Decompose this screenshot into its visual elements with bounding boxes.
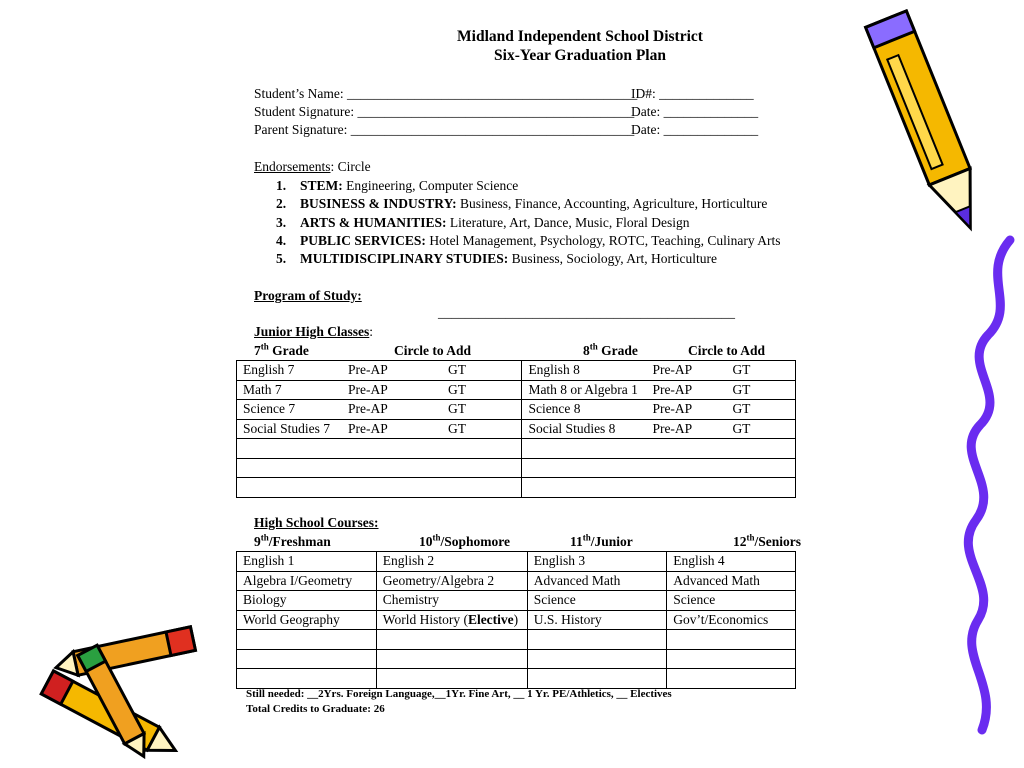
endorsement-item[interactable] bbox=[276, 196, 780, 214]
student-signature-label: Student Signature: bbox=[254, 104, 355, 119]
endorsement-item[interactable] bbox=[276, 215, 780, 233]
still-needed-note: Still needed: __2Yrs. Foreign Language,__1Yr. Fine Art, __ 1 Yr. PE/Athletics, __ Electives bbox=[246, 688, 672, 700]
grade7-cell[interactable]: Math 7 Pre-AP GT bbox=[237, 380, 522, 400]
endorsement-desc: Business, Sociology, Art, Horticulture bbox=[508, 251, 717, 267]
course-cell[interactable] bbox=[667, 649, 796, 669]
endorsement-desc: Hotel Management, Psychology, ROTC, Teaching, Culinary Arts bbox=[425, 232, 781, 248]
endorsement-number: 2. bbox=[276, 196, 287, 212]
course-cell[interactable]: World History (Elective) bbox=[376, 610, 527, 630]
table-row bbox=[237, 478, 796, 498]
endorsement-number: 4. bbox=[276, 232, 287, 248]
endorsement-name: BUSINESS & INDUSTRY: bbox=[300, 196, 457, 212]
endorsement-number: 3. bbox=[276, 214, 287, 230]
table-row bbox=[237, 571, 796, 591]
grade8-cell[interactable]: Social Studies 8 Pre-AP GT bbox=[522, 419, 796, 439]
grade7-cell[interactable] bbox=[237, 458, 522, 478]
endorsement-name: ARTS & HUMANITIES: bbox=[300, 214, 447, 230]
date-field[interactable]: ______________ bbox=[663, 104, 759, 119]
course-cell[interactable]: Algebra I/Geometry bbox=[237, 571, 377, 591]
junior-high-colon: : bbox=[369, 324, 374, 339]
grade7-cell[interactable]: Science 7 Pre-AP GT bbox=[237, 400, 522, 420]
table-row bbox=[237, 630, 796, 650]
junior-high-table bbox=[236, 360, 796, 498]
table-row bbox=[237, 552, 796, 572]
course-cell[interactable]: Science bbox=[527, 591, 667, 611]
grade8-header: 8th Grade bbox=[583, 341, 638, 358]
student-name-field[interactable]: ___________________________________________ bbox=[347, 86, 638, 101]
course-cell[interactable]: Biology bbox=[237, 591, 377, 611]
course-cell[interactable]: U.S. History bbox=[527, 610, 667, 630]
date-row-1 bbox=[631, 104, 758, 120]
grade8-cell[interactable] bbox=[522, 458, 796, 478]
total-credits-note: Total Credits to Graduate: 26 bbox=[246, 703, 385, 715]
student-signature-field[interactable]: _________________________________________ bbox=[357, 104, 635, 119]
endorsements-heading bbox=[254, 159, 371, 175]
course-cell[interactable] bbox=[376, 630, 527, 650]
parent-signature-row bbox=[254, 122, 634, 138]
endorsements-list bbox=[276, 178, 780, 269]
senior-header: 12th/Seniors bbox=[733, 532, 802, 549]
program-of-study-field[interactable]: ____________________________________________ bbox=[438, 305, 735, 320]
endorsement-desc: Business, Finance, Accounting, Agriculture, Horticulture bbox=[456, 196, 768, 212]
table-row bbox=[237, 419, 796, 439]
endorsement-item[interactable] bbox=[276, 251, 780, 269]
course-cell[interactable] bbox=[237, 630, 377, 650]
course-cell[interactable] bbox=[667, 630, 796, 650]
grade8-cell[interactable]: Math 8 or Algebra 1 Pre-AP GT bbox=[522, 380, 796, 400]
course-cell[interactable]: Gov’t/Economics bbox=[667, 610, 796, 630]
course-cell[interactable]: English 4 bbox=[667, 552, 796, 572]
grade7-header: 7th Grade bbox=[254, 341, 309, 358]
endorsement-number: 5. bbox=[276, 251, 287, 267]
endorsement-name: STEM: bbox=[300, 178, 343, 193]
grade7-cell[interactable] bbox=[237, 439, 522, 459]
endorsement-name: PUBLIC SERVICES: bbox=[300, 232, 426, 248]
endorsement-item[interactable] bbox=[276, 178, 780, 196]
high-school-table bbox=[236, 551, 796, 689]
table-row bbox=[237, 591, 796, 611]
course-cell[interactable] bbox=[527, 669, 667, 689]
course-cell[interactable]: English 1 bbox=[237, 552, 377, 572]
junior-header: 11th/Junior bbox=[570, 532, 633, 549]
grade8-cell[interactable] bbox=[522, 439, 796, 459]
grade7-cell[interactable]: English 7 Pre-AP GT bbox=[237, 361, 522, 381]
parent-signature-label: Parent Signature: bbox=[254, 122, 348, 137]
grade8-cell[interactable]: English 8 Pre-AP GT bbox=[522, 361, 796, 381]
table-row bbox=[237, 400, 796, 420]
grade8-cell[interactable] bbox=[522, 478, 796, 498]
date-label: Date: bbox=[631, 104, 661, 119]
course-cell[interactable] bbox=[527, 649, 667, 669]
endorsements-label: Endorsements bbox=[254, 159, 331, 174]
course-cell[interactable]: Advanced Math bbox=[527, 571, 667, 591]
grade7-cell[interactable]: Social Studies 7 Pre-AP GT bbox=[237, 419, 522, 439]
parent-signature-field[interactable]: __________________________________________ bbox=[350, 122, 635, 137]
endorsement-item[interactable] bbox=[276, 233, 780, 251]
course-cell[interactable]: English 3 bbox=[527, 552, 667, 572]
date-row-2 bbox=[631, 122, 758, 138]
course-cell[interactable]: Science bbox=[667, 591, 796, 611]
junior-high-label: Junior High Classes bbox=[254, 324, 370, 339]
high-school-label: High School Courses: bbox=[254, 515, 379, 530]
id-row bbox=[631, 86, 754, 102]
endorsement-desc: Engineering, Computer Science bbox=[342, 178, 519, 193]
crayon-icon bbox=[0, 615, 210, 765]
id-label: ID#: bbox=[631, 86, 656, 101]
course-cell[interactable]: Chemistry bbox=[376, 591, 527, 611]
program-of-study-label: Program of Study: bbox=[254, 288, 362, 303]
table-row bbox=[237, 649, 796, 669]
table-row bbox=[237, 610, 796, 630]
course-cell[interactable] bbox=[376, 669, 527, 689]
course-cell[interactable] bbox=[667, 669, 796, 689]
squiggle-line-icon bbox=[940, 235, 1024, 735]
course-cell[interactable]: World Geography bbox=[237, 610, 377, 630]
endorsements-suffix: : Circle bbox=[330, 159, 371, 174]
document-subtitle: Six-Year Graduation Plan bbox=[494, 47, 666, 64]
circle-to-add-label: Circle to Add bbox=[394, 343, 471, 358]
grade8-cell[interactable]: Science 8 Pre-AP GT bbox=[522, 400, 796, 420]
course-cell[interactable] bbox=[237, 649, 377, 669]
course-cell[interactable]: Geometry/Algebra 2 bbox=[376, 571, 527, 591]
junior-high-heading bbox=[254, 324, 373, 340]
course-cell[interactable]: English 2 bbox=[376, 552, 527, 572]
student-name-row bbox=[254, 86, 637, 102]
document-title: Midland Independent School District bbox=[457, 28, 703, 45]
circle-to-add-label: Circle to Add bbox=[688, 343, 765, 358]
endorsement-name: MULTIDISCIPLINARY STUDIES: bbox=[300, 251, 509, 267]
endorsement-desc: Literature, Art, Dance, Music, Floral Design bbox=[446, 214, 690, 230]
course-cell[interactable]: Advanced Math bbox=[667, 571, 796, 591]
grade7-cell[interactable] bbox=[237, 478, 522, 498]
table-row bbox=[237, 361, 796, 381]
endorsement-number: 1. bbox=[276, 178, 287, 193]
student-name-label: Student’s Name: bbox=[254, 86, 344, 101]
course-cell[interactable] bbox=[376, 649, 527, 669]
date-field[interactable]: ______________ bbox=[663, 122, 759, 137]
table-row bbox=[237, 380, 796, 400]
student-signature-row bbox=[254, 104, 634, 120]
elective-word: Elective bbox=[467, 611, 514, 627]
table-row bbox=[237, 669, 796, 689]
course-cell[interactable] bbox=[527, 630, 667, 650]
pencil-icon bbox=[855, 0, 1005, 245]
sophomore-header: 10th/Sophomore bbox=[419, 532, 511, 549]
course-cell[interactable] bbox=[237, 669, 377, 689]
id-field[interactable]: ______________ bbox=[659, 86, 754, 101]
freshman-header: 9th/Freshman bbox=[254, 532, 331, 549]
date-label: Date: bbox=[631, 122, 661, 137]
table-row bbox=[237, 439, 796, 459]
table-row bbox=[237, 458, 796, 478]
